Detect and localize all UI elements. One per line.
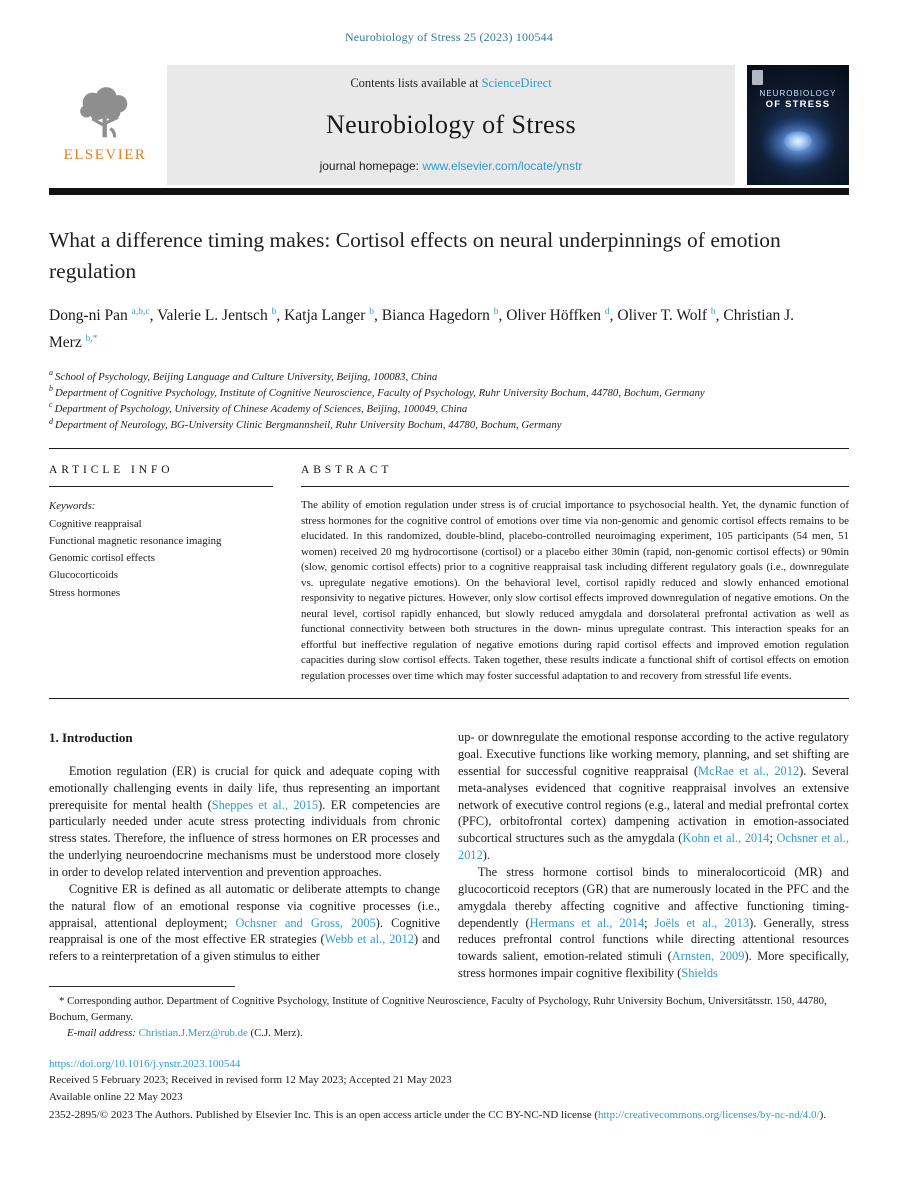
keyword-item: Genomic cortisol effects [49, 552, 155, 565]
paragraph: Cognitive ER is defined as all automatic or deliberate attempts to change the natural flow of an emotional response via cognitive processes (i.e., appraisal, attentional deployment; Ochsner and Gross, 2005). Cognitive reappraisal is one of the most effective ER strategies (Webb et al., 2012) and refers to a reinterpretation of a given stimulus to either [49, 881, 441, 964]
email-note: E-mail address: Christian.J.Merz@rub.de (C.J. Merz). [67, 1027, 303, 1040]
citation-link[interactable]: Hermans et al., 2014 [529, 915, 645, 930]
article-info-heading: ARTICLE INFO [49, 464, 174, 477]
citation-link[interactable]: Arnsten, 2009 [671, 949, 745, 964]
masthead-divider-bar [49, 188, 849, 195]
homepage-link[interactable]: www.elsevier.com/locate/ynstr [422, 159, 583, 173]
affiliation-item [49, 401, 849, 417]
affiliation-sup: b [49, 384, 53, 394]
paragraph: The stress hormone cortisol binds to mineralocorticoid (MR) and glucocorticoid receptors (GR) that are numerously located in the PFC and the amygdala thereby affecting cognitive and affective functioning timing-dependently (Hermans et al., 2014; Joëls et al., 2013). Generally, stress reduces prefrontal control functions while directing attentional resources towards salient, emotion-related stimuli (Arnsten, 2009). More specifically, stress hormones impair cognitive flexibility (Shields [458, 865, 849, 981]
keyword-item: Glucocorticoids [49, 569, 118, 582]
journal-cover-thumbnail [747, 65, 849, 185]
citation-link[interactable]: Shields [681, 966, 718, 981]
citation-link[interactable]: Kohn et al., 2014 [682, 831, 770, 846]
affiliation-sup: d [49, 416, 53, 426]
article-info-column [49, 464, 273, 684]
affiliation-text: Department of Neurology, BG-University Clinic Bergmannsheil, Ruhr University Bochum, 44780, Bochum, Germany [55, 419, 562, 432]
affiliation-text: Department of Psychology, University of Chinese Academy of Sciences, Beijing, 100049, China [54, 402, 468, 415]
homepage-line [320, 159, 583, 173]
heading-rule [49, 486, 273, 487]
author-list: Dong-ni Pan $^{a,b,c}$, Valerie L. Jentsch $^b$, Katja Langer $^b$, Bianca Hagedorn $^b$, Oliver Höffken $^d$, Oliver T. Wolf $^b$, Christian J. Merz $^{b,*}$ [49, 307, 795, 352]
contents-prefix: Contents lists available at [350, 76, 482, 90]
affiliation-item [49, 369, 849, 385]
article-title: What a difference timing makes: Cortisol effects on neural underpinnings of emotion regulation [49, 228, 781, 284]
affiliation-list [49, 369, 849, 434]
contents-line [350, 76, 551, 91]
elsevier-wordmark: ELSEVIER [63, 147, 147, 163]
abstract-text: The ability of emotion regulation under stress is of crucial importance to psychosocial health. Yet, the dynamic function of stress hormones for the cognitive control of emotions over time via non-genomic and genomic cortisol effects remains to be elucidated. In this randomized, double-blind, placebo-controlled neuroimaging experiment, 105 participants (54 men, 51 women) received 20 mg hydrocortisone (cortisol) or a placebo either 30min (rapid, non-genomic cortisol effects) or 90min (slow, genomic cortisol effects) prior to a cognitive reappraisal task including different regulatory goals (i.e., downregulate vs. upregulate negative emotions). On the behavioral level, cortisol rapidly reduced and slowly enhanced emotional responsivity to negative pictures. However, only slow cortisol effects improved downregulation of negative emotions. On the neural level, cortisol rapidly enhanced, but slowly reduced amygdala and dorsolateral prefrontal activation as well as functional connectivity between both structures in the down- minus upregulate contrast. This interaction speaks for an effortful but ineffective regulation of negative emotions during rapid cortisol effects and improved emotion regulation capacities during slow cortisol effects. Taken together, these results indicate a functional shift of cortisol effects on emotion regulation processes over time which may foster successful adaptation to and recovery from stressful life events. [301, 499, 849, 682]
body-left-column [49, 729, 440, 982]
body-right-column [458, 729, 849, 982]
footnote-divider [49, 986, 235, 987]
received-dates: Received 5 February 2023; Received in revised form 12 May 2023; Accepted 21 May 2023 [49, 1074, 452, 1087]
affiliation-text: School of Psychology, Beijing Language and Culture University, Beijing, 100083, China [55, 370, 438, 383]
journal-ref: Neurobiology of Stress 25 (2023) 100544 [344, 30, 554, 44]
cover-title [747, 89, 849, 110]
page-bottom-block [49, 986, 849, 1124]
citation-link[interactable]: http://creativecommons.org/licenses/by-nc-nd/4.0/ [598, 1109, 820, 1122]
elsevier-logo [49, 65, 161, 185]
citation-link[interactable]: Ochsner et al., 2012 [458, 831, 849, 863]
abstract-column [301, 464, 849, 684]
cover-title-line2: OF STRESS [765, 99, 831, 110]
affiliation-sup: a [49, 368, 53, 377]
paragraph: up- or downregulate the emotional response according to the active regulatory goal. Executive functions like working memory, planning, and set shifting are essential for successful cognitive reappraisal (McRae et al., 2012). Several meta-analyses evidenced that cognitive reappraisal involves an extensive network of executive control regions (e.g., lateral and medial prefrontal cortex (PFC), orbitofrontal cortex) dampening activation in emotion-associated subcortical structures such as the amygdala (Kohn et al., 2014; Ochsner et al., 2012). [458, 730, 850, 863]
keyword-item: Stress hormones [49, 586, 121, 599]
affiliation-text: Department of Cognitive Psychology, Institute of Cognitive Neuroscience, Faculty of Psychology, Ruhr University Bochum, 44780, Bochum, Germany [55, 386, 705, 399]
paragraph: Emotion regulation (ER) is crucial for quick and adequate coping with emotionally challenging events in daily life, thus representing an important prerequisite for mental health (Sheppes et al., 2015). ER competencies are particularly needed under acute stress protecting individuals from chronic stress states. Therefore, the influence of stress hormones on ER processes and the underlying neuroendocrine mechanisms must be understood more closely in order to develop related intervention and prevention approaches. [49, 763, 441, 879]
masthead [49, 65, 849, 185]
heading-rule [301, 486, 849, 487]
citation-link[interactable]: Ochsner and Gross, 2005 [235, 915, 376, 930]
journal-title: Neurobiology of Stress [326, 110, 576, 139]
citation-link[interactable]: McRae et al., 2012 [698, 763, 800, 778]
keywords-label: Keywords: [49, 500, 96, 513]
citation-link[interactable]: Webb et al., 2012 [324, 932, 415, 947]
homepage-prefix: journal homepage: [319, 159, 423, 173]
citation-link[interactable]: Sheppes et al., 2015 [211, 797, 319, 812]
citation-link[interactable]: Christian.J.Merz@rub.de [138, 1027, 248, 1040]
citation-link[interactable]: Joëls et al., 2013 [654, 915, 750, 930]
affiliation-item [49, 385, 849, 401]
section-heading-introduction: 1. Introduction [49, 730, 133, 746]
brain-core-image [784, 131, 812, 151]
cover-title-line1: NEUROBIOLOGY [759, 89, 837, 98]
keyword-item: Functional magnetic resonance imaging [49, 534, 222, 547]
doi-link[interactable]: https://doi.org/10.1016/j.ynstr.2023.100544 [49, 1057, 241, 1070]
masthead-center [167, 65, 735, 185]
cover-elsevier-mark-icon [752, 70, 763, 85]
available-online: Available online 22 May 2023 [49, 1090, 183, 1103]
elsevier-tree-icon [74, 86, 136, 144]
affiliation-sup: c [49, 400, 53, 410]
keyword-item: Cognitive reappraisal [49, 517, 142, 530]
license-line: 2352-2895/© 2023 The Authors. Published by Elsevier Inc. This is an open access article under the CC BY-NC-ND license (http://creativecommons.org/licenses/by-nc-nd/4.0/). [49, 1109, 827, 1122]
abstract-heading: ABSTRACT [301, 464, 393, 477]
affiliation-item [49, 417, 849, 433]
sciencedirect-link[interactable]: ScienceDirect [481, 76, 552, 90]
section-rule [49, 698, 849, 699]
corresponding-author-note: * Corresponding author. Department of Cognitive Psychology, Institute of Cognitive Neuroscience, Faculty of Psychology, Ruhr University Bochum, Universitätsstr. 150, 44780, Bochum, Germany. [49, 995, 827, 1024]
